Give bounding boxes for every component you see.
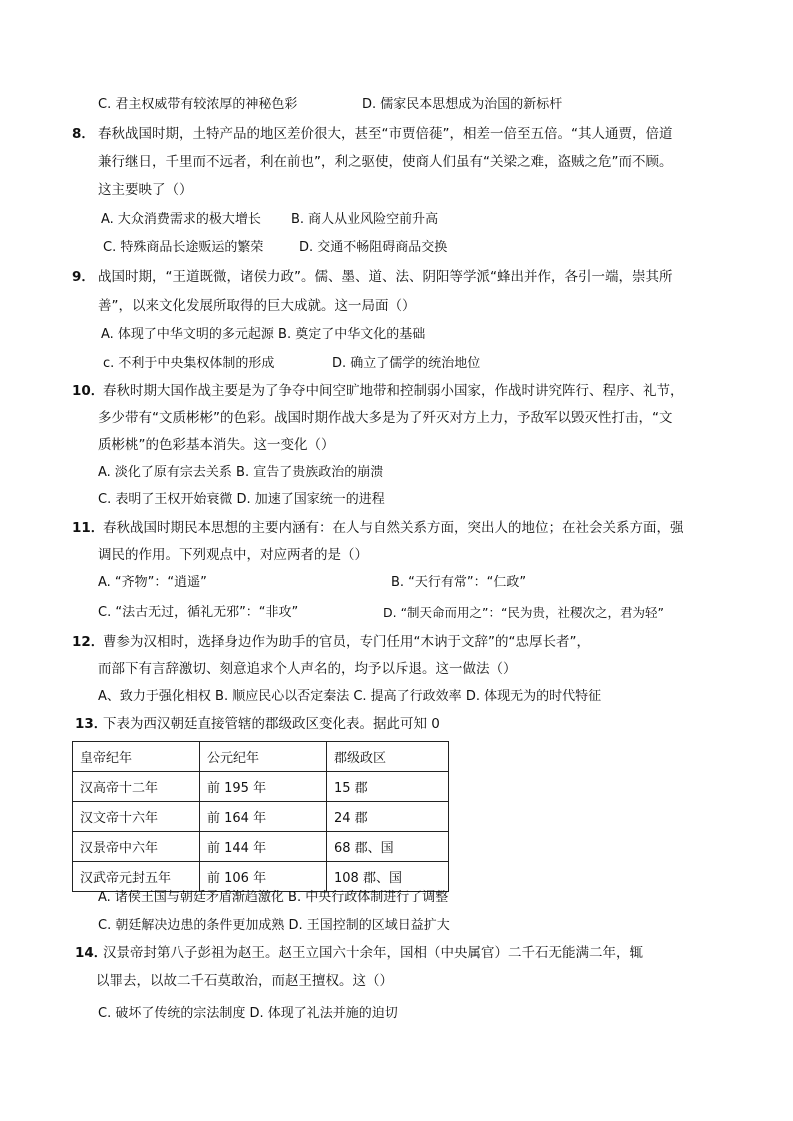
q10-options-ab: A. 淡化了原有宗去关系 B. 宣告了贵族政治的崩溃 — [98, 465, 384, 480]
q9-option-d: D. 确立了儒学的统治地位 — [332, 356, 481, 371]
q9-stem-line2: 善”，以来文化发展所取得的巨大成就。这一局面（） — [98, 298, 416, 314]
q10-stem-line1: 春秋时期大国作战主要是为了争夺中间空旷地带和控制弱小国家，作战时讲究阵行、程序、礼节， — [103, 383, 684, 399]
q9-number: 9． — [72, 269, 95, 285]
q12-options: A、致力于强化相权 B. 顺应民心以否定秦法 C. 提高了行政效率 D. 体现无为的时代特征 — [98, 689, 602, 704]
table-header-cell: 公元纪年 — [200, 742, 327, 772]
q9-options-ab: A. 体现了中华文明的多元起源 B. 奠定了中华文化的基础 — [101, 327, 426, 342]
q7-option-c: C. 君主权威带有较浓厚的神秘色彩 — [98, 97, 298, 112]
q8-stem-line1: 春秋战国时期，土特产品的地区差价很大，甚至“市贾倍蓰”，相差一倍至五倍。“其人通贾，倍道 — [98, 126, 673, 142]
q9-option-c: c. 不利于中央集权体制的形成 — [103, 356, 275, 371]
table-cell: 108 郡、国 — [327, 862, 449, 892]
prefecture-change-table — [72, 741, 449, 892]
q14-number: 14． — [75, 945, 108, 961]
q14-options-cd: C. 破坏了传统的宗法制度 D. 体现了礼法并施的迫切 — [98, 1006, 398, 1021]
table-cell: 汉武帝元封五年 — [73, 862, 200, 892]
table-cell: 68 郡、国 — [327, 832, 449, 862]
q13-number: 13． — [75, 716, 108, 732]
table-row — [73, 772, 449, 802]
table-cell: 15 郡 — [327, 772, 449, 802]
q12-stem-line2: 而部下有言辞激切、刻意追求个人声名的，均予以斥退。这一做法（） — [98, 661, 517, 677]
q13-options-ab: A. 诸侯王国与朝廷矛盾渐趋激化 B. 中央行政体制进行了调整 — [98, 890, 449, 905]
q9-stem-line1: 战国时期，“王道既微，诸侯力政”。儒、墨、道、法、阴阳等学派“蜂出并作，各引一端，崇其所 — [98, 269, 673, 285]
table-cell: 前 144 年 — [200, 832, 327, 862]
table-row — [73, 862, 449, 892]
q10-stem-line3: 质彬桃”的色彩基本消失。这一变化（） — [98, 437, 335, 453]
q11-number: 11． — [72, 520, 105, 536]
table-header-row — [73, 742, 449, 772]
q7-option-d: D. 儒家民本思想成为治国的新标杆 — [362, 97, 563, 112]
q8-number: 8． — [72, 126, 95, 142]
q11-option-b: B. “天行有常”：“仁政” — [391, 575, 527, 590]
q8-stem-line3: 这主要映了（） — [98, 182, 193, 198]
table-cell: 汉高帝十二年 — [73, 772, 200, 802]
q8-option-b: B. 商人从业风险空前升高 — [291, 212, 439, 227]
q10-number: 10． — [72, 383, 105, 399]
q10-stem-line2: 多少带有“文质彬彬”的色彩。战国时期作战大多是为了歼灭对方上力，予敌军以毁灭性打击，“文 — [98, 410, 673, 426]
table-cell: 前 195 年 — [200, 772, 327, 802]
table-cell: 汉景帝中六年 — [73, 832, 200, 862]
q13-options-cd: C. 朝廷解决边患的条件更加成熟 D. 王国控制的区域日益扩大 — [98, 918, 450, 933]
q8-option-a: A. 大众消费需求的极大增长 — [101, 212, 261, 227]
q11-stem-line1: 春秋战国时期民本思想的主要内涵有：在人与自然关系方面，突出人的地位；在社会关系方面，强 — [103, 520, 684, 536]
q12-number: 12． — [72, 634, 105, 650]
q14-stem-line2: 以罪去，以故二千石莫敢治，而赵王擅权。这（） — [96, 973, 393, 989]
q14-stem-line1: 汉景帝封第八子彭祖为赵王。赵王立国六十余年，国相（中央属官）二千石无能满二年，辄 — [103, 945, 643, 961]
q11-option-a: A. “齐物”：“逍遥” — [98, 575, 207, 590]
q11-stem-line2: 调民的作用。下列观点中，对应两者的是（） — [98, 547, 368, 563]
table-cell: 前 164 年 — [200, 802, 327, 832]
q12-stem-line1: 曹参为汉相时，选择身边作为助手的官员，专门任用“木讷于文辞”的“忠厚长者”， — [103, 634, 590, 650]
q11-option-d: D. “制天命而用之”：“民为贵，社稷次之，君为轻” — [383, 605, 664, 620]
q8-option-d: D. 交通不畅阻碍商品交换 — [299, 240, 448, 255]
table-header-cell: 郡级政区 — [327, 742, 449, 772]
table-cell: 24 郡 — [327, 802, 449, 832]
q11-option-c: C. “法古无过，循礼无邪”：“非攻” — [98, 605, 299, 620]
table-row — [73, 802, 449, 832]
table-row — [73, 832, 449, 862]
q8-stem-line2: 兼行继日，千里而不远者，利在前也”，利之驱使，使商人们虽有“关梁之难，盗贼之危”而不顾。 — [98, 154, 673, 170]
q10-options-cd: C. 表明了王权开始衰微 D. 加速了国家统一的进程 — [98, 492, 385, 507]
table-header-cell: 皇帝纪年 — [73, 742, 200, 772]
q13-stem-line1: 下表为西汉朝廷直接管辖的郡级政区变化表。据此可知 0 — [103, 716, 440, 732]
table-cell: 汉文帝十六年 — [73, 802, 200, 832]
table-cell: 前 106 年 — [200, 862, 327, 892]
q8-option-c: C. 特殊商品长途贩运的繁荣 — [103, 240, 264, 255]
